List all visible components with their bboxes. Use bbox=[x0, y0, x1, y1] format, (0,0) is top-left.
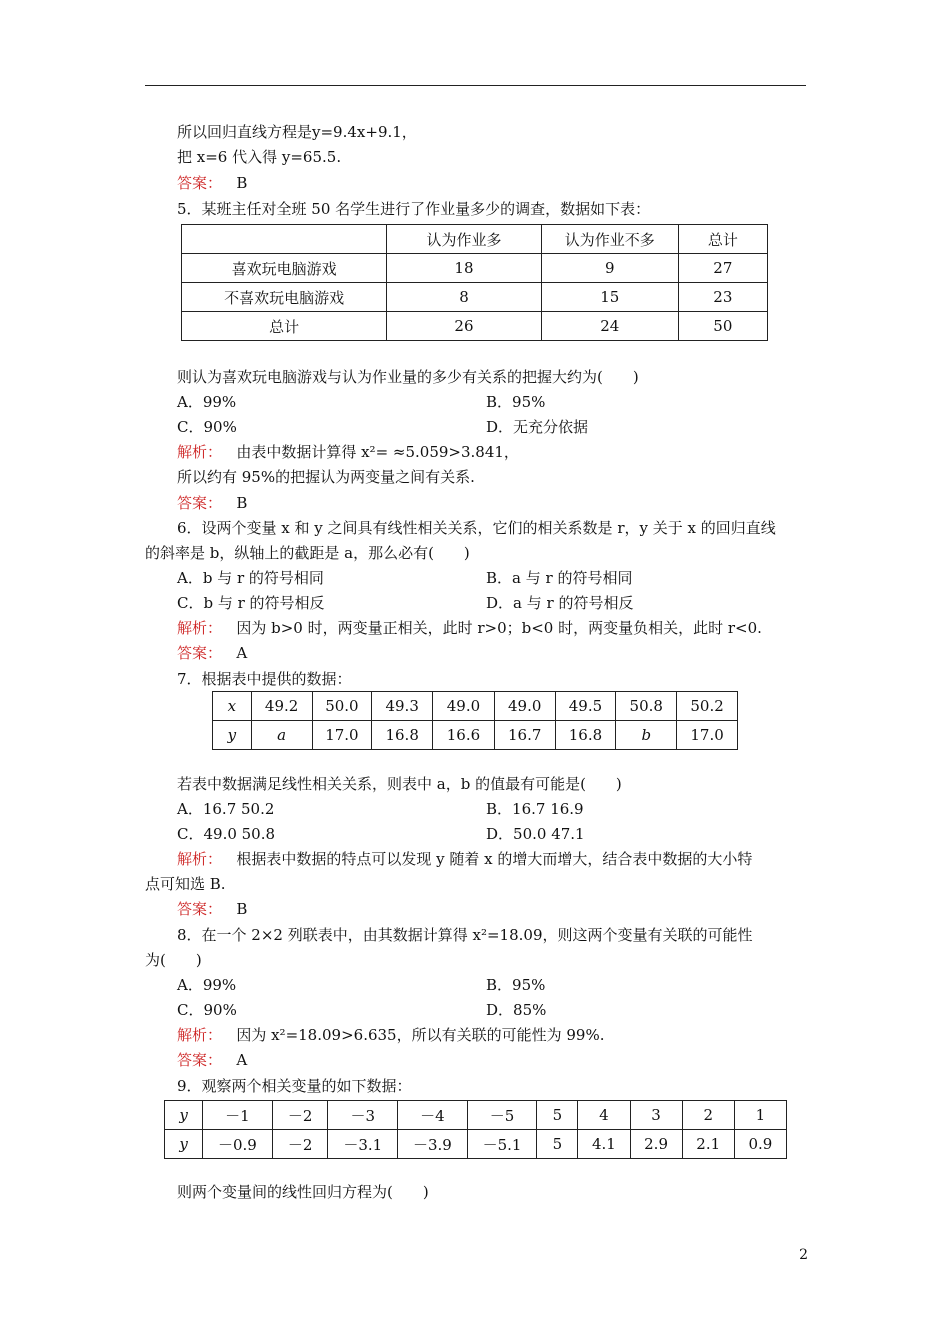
answer-label: 答案： bbox=[177, 1051, 223, 1069]
table-cell: 24 bbox=[541, 312, 678, 341]
option-d: D．无充分依据 bbox=[486, 418, 589, 436]
table-cell: a bbox=[251, 721, 312, 750]
text-span: 所以回归直线方程是 bbox=[177, 123, 313, 141]
question-8-cont: 为( ) bbox=[145, 951, 202, 969]
answer-line bbox=[177, 643, 247, 663]
table-cell: －4 bbox=[398, 1101, 468, 1130]
table-cell: b bbox=[616, 721, 677, 750]
table-cell: －3.9 bbox=[398, 1130, 468, 1159]
answer-value: A bbox=[236, 1051, 248, 1069]
table-row bbox=[182, 283, 768, 312]
table-cell: 总计 bbox=[182, 312, 387, 341]
table-5 bbox=[181, 224, 768, 341]
option-d: D．a 与 r 的符号相反 bbox=[486, 594, 634, 612]
table-cell: －3 bbox=[328, 1101, 398, 1130]
table-cell: y bbox=[213, 721, 252, 750]
question-9: 9．观察两个相关变量的如下数据： bbox=[177, 1077, 412, 1095]
analysis-line bbox=[177, 442, 519, 462]
option-b: B．95% bbox=[486, 976, 546, 994]
table-cell: 认为作业不多 bbox=[541, 225, 678, 254]
table-cell: 总计 bbox=[678, 225, 767, 254]
option-a: A．16.7 50.2 bbox=[177, 800, 275, 818]
table-cell: 50.8 bbox=[616, 692, 677, 721]
answer-label: 答案： bbox=[177, 174, 223, 192]
option-a: A．99% bbox=[177, 393, 237, 411]
analysis-text: 因为 b>0 时，两变量正相关，此时 r>0；b<0 时，两变量负相关，此时 r<0. bbox=[236, 619, 762, 637]
question-8: 8．在一个 2×2 列联表中，由其数据计算得 x²=18.09，则这两个变量有关联的可能性 bbox=[177, 926, 753, 944]
table-row bbox=[213, 721, 738, 750]
table-cell: －5 bbox=[467, 1101, 537, 1130]
table-cell: 15 bbox=[541, 283, 678, 312]
table-cell: 4.1 bbox=[578, 1130, 630, 1159]
table-cell: －2 bbox=[272, 1101, 328, 1130]
table-cell: 喜欢玩电脑游戏 bbox=[182, 254, 387, 283]
text-line: 把 x=6 代入得 y=65.5. bbox=[177, 148, 342, 166]
question-6-cont: 的斜率是 b，纵轴上的截距是 a，那么必有( ) bbox=[145, 544, 470, 562]
answer-value: B bbox=[236, 494, 248, 512]
table-cell: 9 bbox=[541, 254, 678, 283]
table-cell: 49.2 bbox=[251, 692, 312, 721]
answer-value: B bbox=[236, 900, 248, 918]
analysis-label: 解析： bbox=[177, 619, 223, 637]
table-cell: －5.1 bbox=[467, 1130, 537, 1159]
table-cell: y bbox=[165, 1101, 203, 1130]
text-line bbox=[177, 122, 417, 142]
table-cell: 18 bbox=[387, 254, 542, 283]
table-cell: 17.0 bbox=[677, 721, 738, 750]
table-cell: 0.9 bbox=[734, 1130, 786, 1159]
analysis-label: 解析： bbox=[177, 443, 223, 461]
table-cell: 不喜欢玩电脑游戏 bbox=[182, 283, 387, 312]
answer-label: 答案： bbox=[177, 494, 223, 512]
table-cell: 16.8 bbox=[372, 721, 433, 750]
option-a: A．99% bbox=[177, 976, 237, 994]
option-b: B．16.7 16.9 bbox=[486, 800, 584, 818]
option-d: D．50.0 47.1 bbox=[486, 825, 585, 843]
table-cell: 5 bbox=[537, 1101, 578, 1130]
question-7: 7．根据表中提供的数据： bbox=[177, 670, 352, 688]
table-cell: x bbox=[213, 692, 252, 721]
option-c: C．90% bbox=[177, 1001, 237, 1019]
option-b: B．a 与 r 的符号相同 bbox=[486, 569, 633, 587]
table-cell: 认为作业多 bbox=[387, 225, 542, 254]
analysis-line bbox=[177, 1025, 604, 1045]
header-rule bbox=[145, 85, 806, 86]
analysis-line bbox=[177, 618, 762, 638]
analysis-line bbox=[177, 849, 752, 869]
table-cell: y bbox=[165, 1130, 203, 1159]
analysis-label: 解析： bbox=[177, 1026, 223, 1044]
table-cell: 8 bbox=[387, 283, 542, 312]
table-cell: 2 bbox=[682, 1101, 734, 1130]
table-cell: 49.5 bbox=[555, 692, 616, 721]
option-c: C．90% bbox=[177, 418, 237, 436]
question-5-ask: 则认为喜欢玩电脑游戏与认为作业量的多少有关系的把握大约为( ) bbox=[177, 368, 639, 386]
table-cell bbox=[182, 225, 387, 254]
table-cell: －2 bbox=[272, 1130, 328, 1159]
analysis-line: 点可知选 B. bbox=[145, 875, 226, 893]
table-cell: 27 bbox=[678, 254, 767, 283]
table-cell: －1 bbox=[203, 1101, 273, 1130]
table-cell: 16.7 bbox=[494, 721, 555, 750]
analysis-text: 根据表中数据的特点可以发现 y 随着 x 的增大而增大，结合表中数据的大小特 bbox=[236, 850, 753, 868]
answer-value: A bbox=[236, 644, 248, 662]
table-7 bbox=[212, 691, 738, 750]
answer-line bbox=[177, 173, 247, 193]
table-cell: 23 bbox=[678, 283, 767, 312]
analysis-text: 由表中数据计算得 x²= ≈5.059>3.841， bbox=[236, 443, 519, 461]
table-cell: 50.0 bbox=[312, 692, 372, 721]
option-a: A．b 与 r 的符号相同 bbox=[177, 569, 324, 587]
question-9-ask: 则两个变量间的线性回归方程为( ) bbox=[177, 1183, 429, 1201]
table-cell: 2.1 bbox=[682, 1130, 734, 1159]
table-cell: 49.3 bbox=[372, 692, 433, 721]
analysis-line: 所以约有 95%的把握认为两变量之间有关系. bbox=[177, 468, 475, 486]
table-cell: 16.8 bbox=[555, 721, 616, 750]
answer-line bbox=[177, 1050, 247, 1070]
table-row bbox=[182, 254, 768, 283]
table-cell: －3.1 bbox=[328, 1130, 398, 1159]
analysis-text: 因为 x²=18.09>6.635，所以有关联的可能性为 99%. bbox=[236, 1026, 605, 1044]
table-cell: 49.0 bbox=[433, 692, 495, 721]
table-cell: 1 bbox=[734, 1101, 786, 1130]
table-row bbox=[165, 1130, 787, 1159]
option-c: C．49.0 50.8 bbox=[177, 825, 276, 843]
table-cell: 16.6 bbox=[433, 721, 495, 750]
equation: y=9.4x+9.1， bbox=[312, 123, 417, 141]
table-cell: －0.9 bbox=[203, 1130, 273, 1159]
answer-line bbox=[177, 493, 247, 513]
table-row bbox=[213, 692, 738, 721]
table-row bbox=[182, 312, 768, 341]
option-c: C．b 与 r 的符号相反 bbox=[177, 594, 325, 612]
answer-label: 答案： bbox=[177, 644, 223, 662]
question-5: 5．某班主任对全班 50 名学生进行了作业量多少的调查，数据如下表： bbox=[177, 200, 651, 218]
option-d: D．85% bbox=[486, 1001, 547, 1019]
option-b: B．95% bbox=[486, 393, 546, 411]
table-9 bbox=[164, 1100, 787, 1159]
table-cell: 50.2 bbox=[677, 692, 738, 721]
table-cell: 26 bbox=[387, 312, 542, 341]
table-cell: 3 bbox=[630, 1101, 682, 1130]
table-cell: 50 bbox=[678, 312, 767, 341]
table-cell: 49.0 bbox=[494, 692, 555, 721]
question-6: 6．设两个变量 x 和 y 之间具有线性相关关系，它们的相关系数是 r，y 关于 x 的回归直线 bbox=[177, 519, 776, 537]
question-7-ask: 若表中数据满足线性相关关系，则表中 a，b 的值最有可能是( ) bbox=[177, 775, 622, 793]
page-number: 2 bbox=[799, 1247, 808, 1263]
analysis-label: 解析： bbox=[177, 850, 223, 868]
table-cell: 5 bbox=[537, 1130, 578, 1159]
answer-value: B bbox=[236, 174, 248, 192]
table-cell: 2.9 bbox=[630, 1130, 682, 1159]
answer-line bbox=[177, 899, 247, 919]
table-row bbox=[182, 225, 768, 254]
table-row bbox=[165, 1101, 787, 1130]
table-cell: 17.0 bbox=[312, 721, 372, 750]
answer-label: 答案： bbox=[177, 900, 223, 918]
table-cell: 4 bbox=[578, 1101, 630, 1130]
